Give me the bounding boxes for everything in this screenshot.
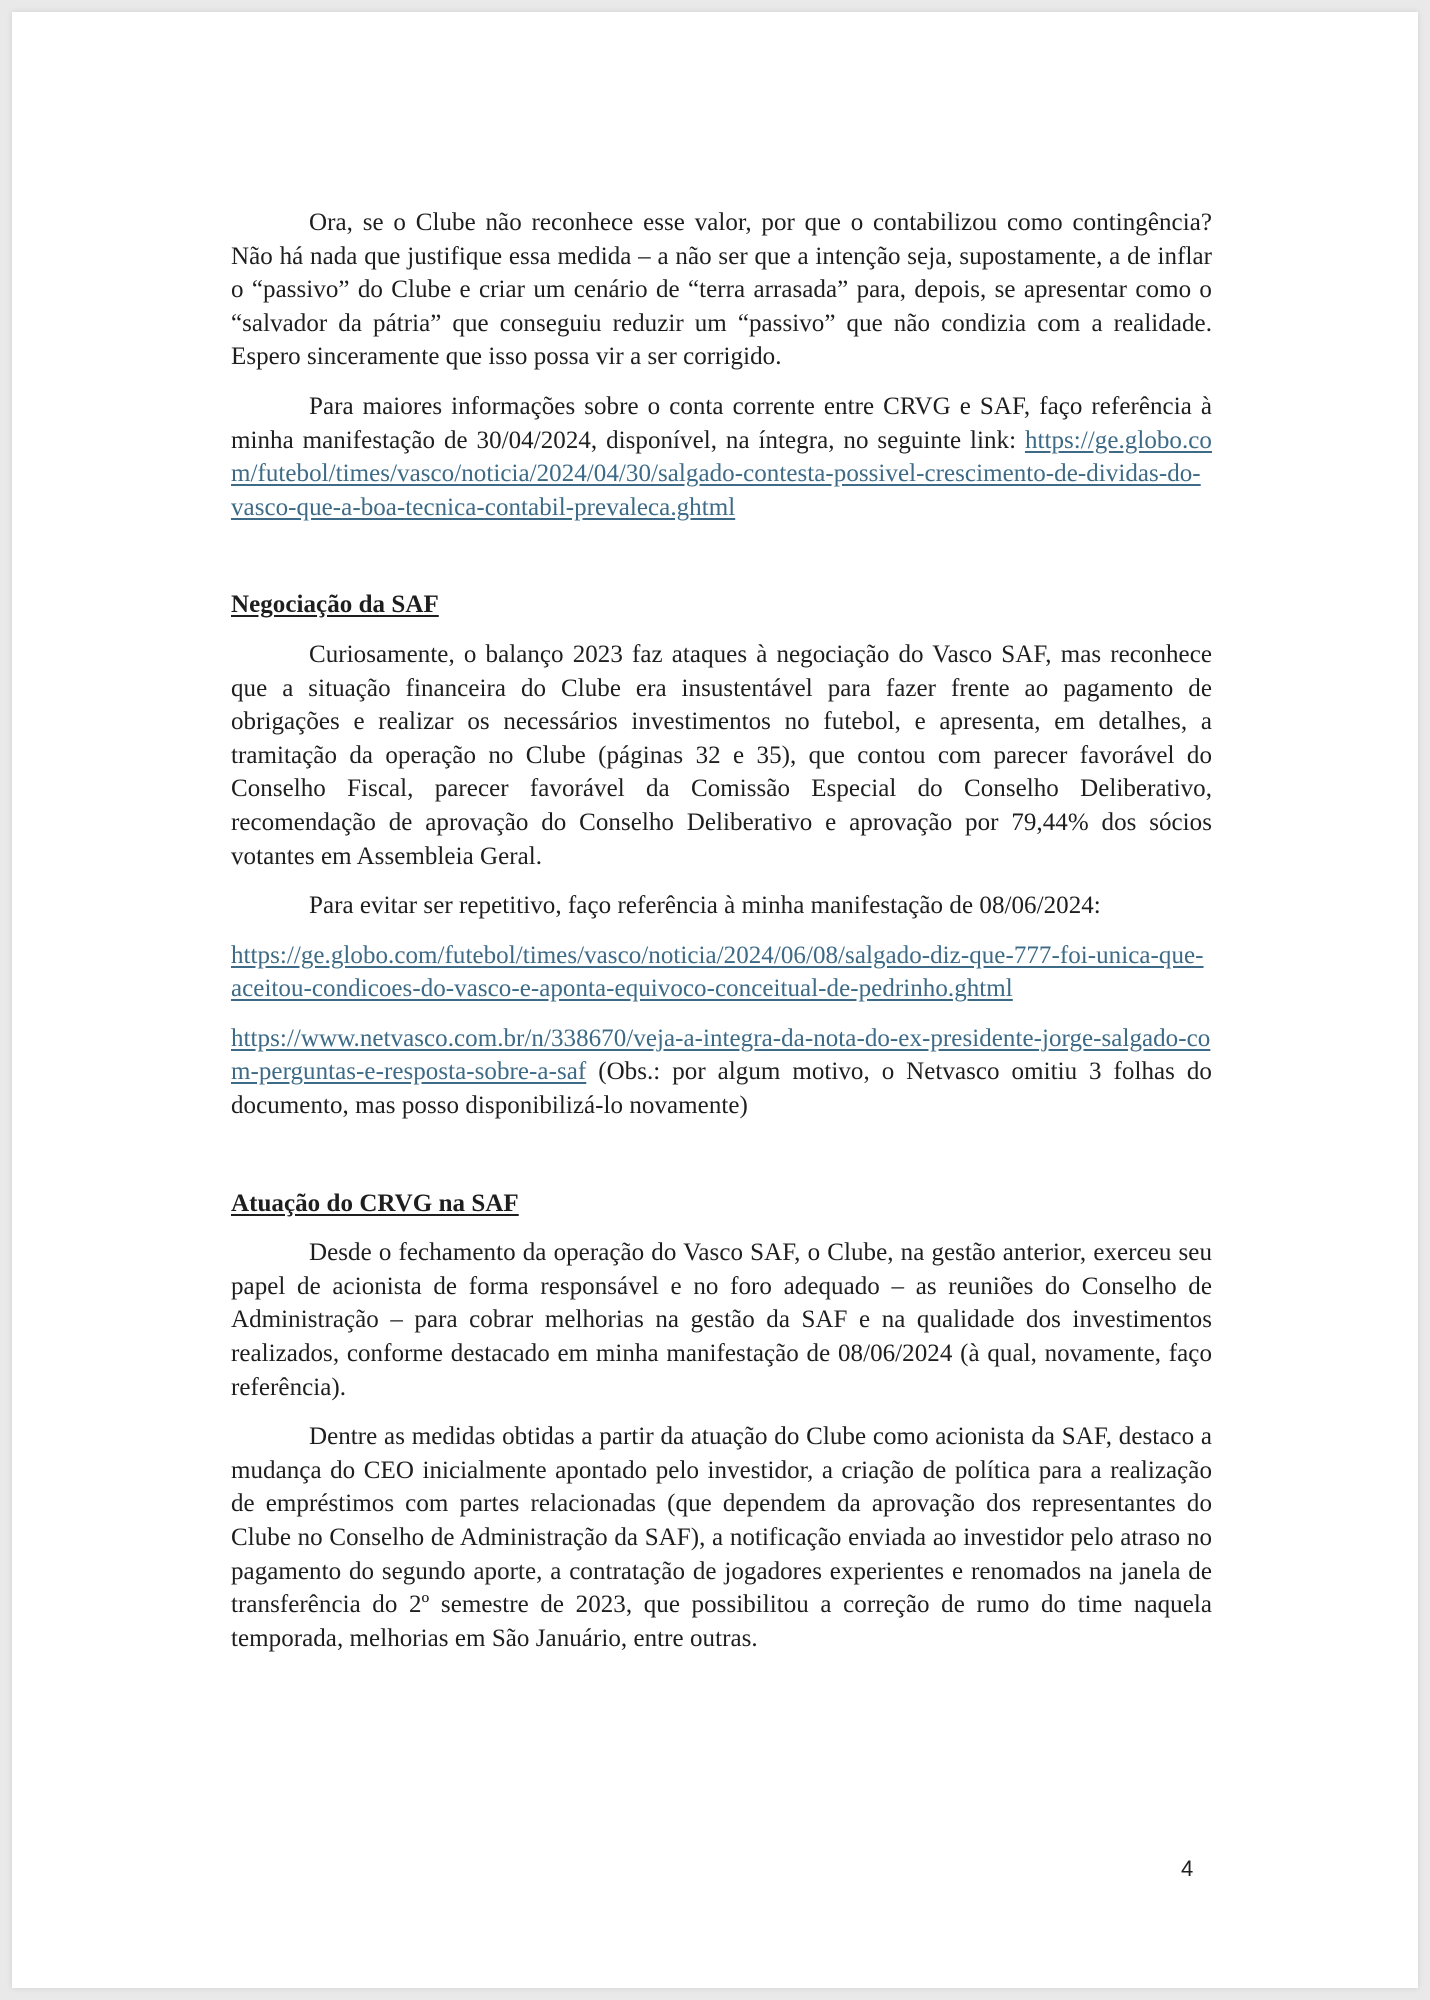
link-ge-globo-2024-04-30[interactable]: https://ge.globo.com/futebol/times/vasco/noticia/2024/04/30/salgado-contesta-possivel-crescimento-de-dividas-do-vasco-que-a-boa-tecnica-contabil-prevaleca.ghtml [231, 426, 1212, 521]
link-netvasco[interactable]: https://www.netvasco.com.br/n/338670/veja-a-integra-da-nota-do-ex-presidente-jorge-salgado-com-perguntas-e-resposta-sobre-a-saf [231, 1024, 1211, 1086]
paragraph-conta-corrente [231, 390, 1212, 524]
paragraph-netvasco [231, 1022, 1212, 1123]
paragraph-medidas: Dentre as medidas obtidas a partir da atuação do Clube como acionista da SAF, destaco a mudança do CEO inicialmente apontado pelo investidor, a criação de política para a realização de empréstimos com partes relacionadas (que dependem da aprovação dos representantes do Clube no Conselho de Administração da SAF), a notificação enviada ao investidor pelo atraso no pagamento do segundo aporte, a contratação de jogadores experientes e renomados na janela de transferência do 2º semestre de 2023, que possibilitou a correção de rumo do time naquela temporada, melhorias em São Januário, entre outras. [231, 1423, 1212, 1652]
page-number: 4 [1181, 1856, 1194, 1881]
paragraph-atuacao: Desde o fechamento da operação do Vasco SAF, o Clube, na gestão anterior, exerceu seu papel de acionista de forma responsável e no foro adequado – as reuniões do Conselho de Administração – para cobrar melhorias na gestão da SAF e na qualidade dos investimentos realizados, conforme destacado em minha manifestação de 08/06/2024 (à qual, novamente, faço referência). [231, 1239, 1212, 1401]
link-ge-globo-2024-06-08[interactable]: https://ge.globo.com/futebol/times/vasco/noticia/2024/06/08/salgado-diz-que-777-foi-unica-que-aceitou-condicoes-do-vasco-e-aponta-equivoco-conceitual-de-pedrinho.ghtml [231, 941, 1204, 1003]
paragraph-link-ge-globo-2024-06-08 [231, 939, 1212, 1006]
paragraph-contingencia: Ora, se o Clube não reconhece esse valor, por que o contabilizou como contingência? Não há nada que justifique essa medida – a não ser que a intenção seja, supostamente, a de inflar o “passivo” do Clube e criar um cenário de “terra arrasada” para, depois, se apresentar como o “salvador da pátria” que conseguiu reduzir um “passivo” que não condizia com a realidade. Espero sinceramente que isso possa vir a ser corrigido. [231, 209, 1212, 371]
paragraph-referencia: Para evitar ser repetitivo, faço referência à minha manifestação de 08/06/2024: [309, 892, 1101, 920]
paragraph-conta-corrente-text: Para maiores informações sobre o conta corrente entre CRVG e SAF, faço referência à minha manifestação de 30/04/2024, disponível, na íntegra, no seguinte link: [231, 392, 1212, 454]
document-body [231, 206, 1212, 1655]
heading-atuacao-crvg: Atuação do CRVG na SAF [231, 1189, 519, 1217]
document-page [12, 12, 1418, 1988]
heading-negociacao-saf: Negociação da SAF [231, 591, 439, 619]
paragraph-negociacao: Curiosamente, o balanço 2023 faz ataques à negociação do Vasco SAF, mas reconhece que a situação financeira do Clube era insustentável para fazer frente ao pagamento de obrigações e realizar os necessários investimentos no futebol, e apresenta, em detalhes, a tramitação da operação no Clube (páginas 32 e 35), que contou com parecer favorável do Conselho Fiscal, parecer favorável da Comissão Especial do Conselho Deliberativo, recomendação de aprovação do Conselho Deliberativo e aprovação por 79,44% dos sócios votantes em Assembleia Geral. [231, 640, 1212, 870]
paragraph-netvasco-note: (Obs.: por algum motivo, o Netvasco omitiu 3 folhas do documento, mas posso disponibilizá-lo novamente) [231, 1058, 1212, 1120]
